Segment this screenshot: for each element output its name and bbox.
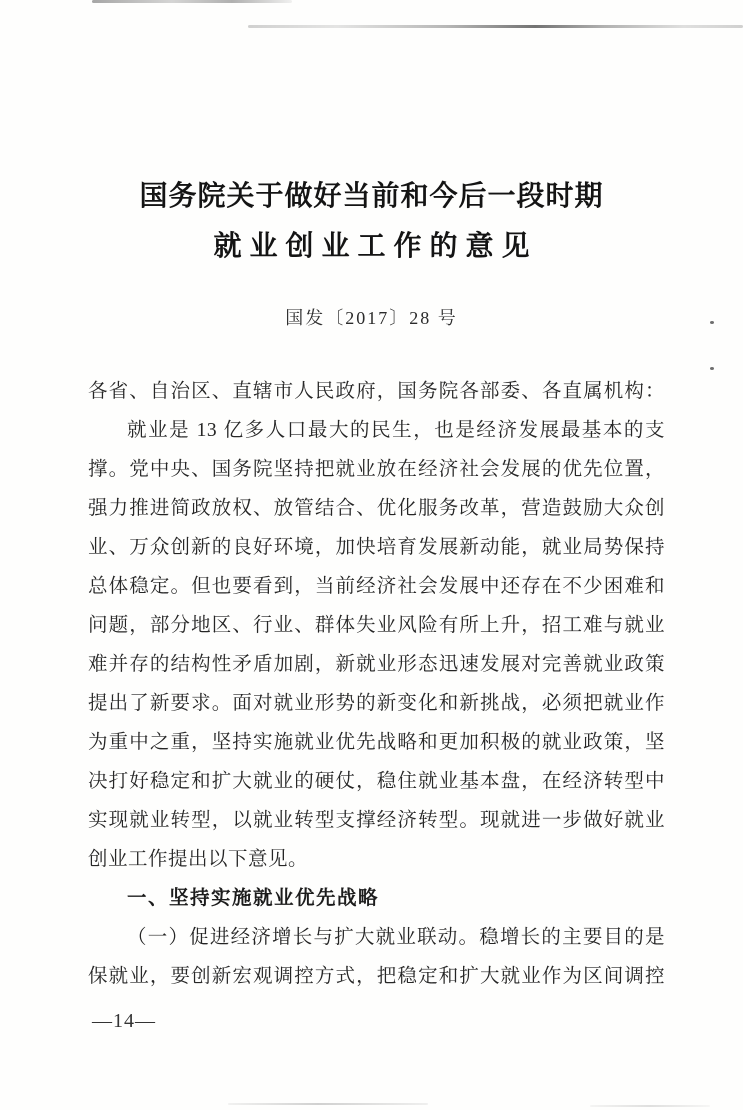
text-line: 实现就业转型，以就业转型支撑经济转型。现就进一步做好就业 <box>88 810 665 831</box>
text-line: 决打好稳定和扩大就业的硬仗，稳住就业基本盘，在经济转型中 <box>88 771 665 792</box>
text-line: 难并存的结构性矛盾加剧，新就业形态迅速发展对完善就业政策 <box>88 654 665 675</box>
scan-artifact <box>590 1105 710 1107</box>
clause-emphasis: （一）促进经济增长与扩大就业联动。 <box>127 927 480 948</box>
document-title-line-1: 国务院关于做好当前和今后一段时期 <box>139 181 604 212</box>
text-line: 问题，部分地区、行业、群体失业风险有所上升，招工难与就业 <box>88 615 665 636</box>
text-line: 保就业，要创新宏观调控方式，把稳定和扩大就业作为区间调控 <box>88 966 665 987</box>
document-title-line-2: 就业创业工作的意见 <box>213 231 538 262</box>
scan-speck <box>710 367 714 370</box>
text-line: 为重中之重，坚持实施就业优先战略和更加积极的就业政策，坚 <box>88 732 665 753</box>
text-line: 总体稳定。但也要看到，当前经济社会发展中还存在不少困难和 <box>88 576 665 597</box>
page-number: —14— <box>92 1010 156 1032</box>
document-body <box>88 372 665 996</box>
text-line: 各省、自治区、直辖市人民政府，国务院各部委、各直属机构： <box>88 381 665 402</box>
scan-artifact <box>248 25 743 28</box>
text-line: 撑。党中央、国务院坚持把就业放在经济社会发展的优先位置， <box>88 459 665 480</box>
document-title <box>0 180 743 263</box>
text-line: 业、万众创新的良好环境，加快培育发展新动能，就业局势保持 <box>88 537 665 558</box>
text-line: 创业工作提出以下意见。 <box>88 849 309 870</box>
text-line: 强力推进简政放权、放管结合、优化服务改革，营造鼓励大众创 <box>88 498 665 519</box>
text-line: 提出了新要求。面对就业形势的新变化和新挑战，必须把就业作 <box>88 693 665 714</box>
text-line: （一）促进经济增长与扩大就业联动。稳增长的主要目的是 <box>127 927 665 948</box>
document-number: 国发〔2017〕28 号 <box>285 308 458 328</box>
scan-artifact <box>228 1103 428 1105</box>
section-heading: 一、坚持实施就业优先战略 <box>127 887 380 909</box>
scan-artifact <box>92 0 292 3</box>
text-line: 就业是 13 亿多人口最大的民生，也是经济发展最基本的支 <box>127 420 665 441</box>
